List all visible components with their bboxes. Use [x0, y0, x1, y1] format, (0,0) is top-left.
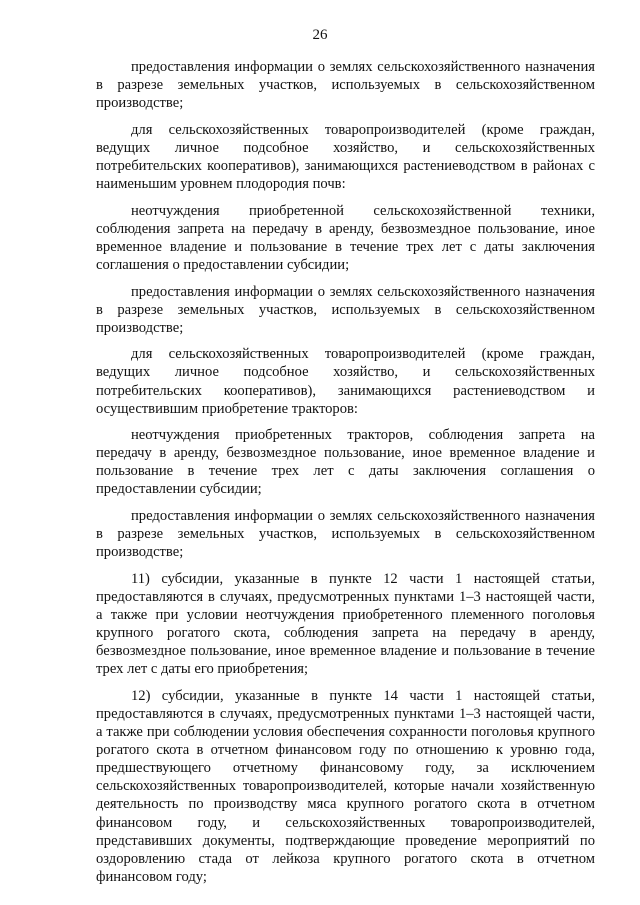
- document-body: [96, 58, 595, 894]
- paragraph: для сельскохозяйственных товаропроизводителей (кроме граждан, ведущих личное подсобное хозяйство, и сельскохозяйственных потребительских кооперативов), занимающихся растениеводством и осуществившим приобретение тракторов:: [96, 346, 595, 417]
- paragraph: для сельскохозяйственных товаропроизводителей (кроме граждан, ведущих личное подсобное хозяйство, и сельскохозяйственных потребительских кооперативов), занимающихся растениеводством в районах с наименьшим уровнем плодородия почв:: [96, 121, 595, 193]
- paragraph: неотчуждения приобретенной сельскохозяйственной техники, соблюдения запрета на передачу в аренду, безвозмездное пользование, иное временное владение и пользование в течение трех лет с даты заключения соглашения о предоставлении субсидии;: [96, 202, 595, 273]
- paragraph: предоставления информации о землях сельскохозяйственного назначения в разрезе земельных участков, используемых в сельскохозяйственном производстве;: [96, 59, 595, 112]
- paragraph: 11) субсидии, указанные в пункте 12 части 1 настоящей статьи, предоставляются в случаях, предусмотренных пунктами 1–3 настоящей части, а также при условии неотчуждения приобретенного племенного поголовья крупного рогатого скота, соблюдения запрета на передачу в аренду, безвозмездное пользование, иное временное владение и пользование в течение трех лет с даты его приобретения;: [96, 570, 595, 678]
- paragraph: 12) субсидии, указанные в пункте 14 части 1 настоящей статьи, предоставляются в случаях, предусмотренных пунктами 1–3 настоящей части, а также при соблюдении условия обеспечения сохранности поголовья крупного рогатого скота в отчетном финансовом году по отношению к уровню года, предшествующего отчетному финансовому году, за исключением сельскохозяйственных товаропроизводителей, которые начали хозяйственную деятельность по производству мяса крупного рогатого скота в отчетном финансовом году, и сельскохозяйственных товаропроизводителей, представивших документы, подтверждающие проведение мероприятий по оздоровлению стада от лейкоза крупного рогатого скота в отчетном финансовом году;: [96, 687, 595, 885]
- paragraph: предоставления информации о землях сельскохозяйственного назначения в разрезе земельных участков, используемых в сельскохозяйственном производстве;: [96, 283, 595, 336]
- paragraph: предоставления информации о землях сельскохозяйственного назначения в разрезе земельных участков, используемых в сельскохозяйственном производстве;: [96, 508, 595, 561]
- paragraph: неотчуждения приобретенных тракторов, соблюдения запрета на передачу в аренду, безвозмездное пользование, иное временное владение и пользование в течение трех лет с даты заключения соглашения о предоставлении субсидии;: [96, 427, 595, 498]
- page-number: 26: [312, 27, 328, 43]
